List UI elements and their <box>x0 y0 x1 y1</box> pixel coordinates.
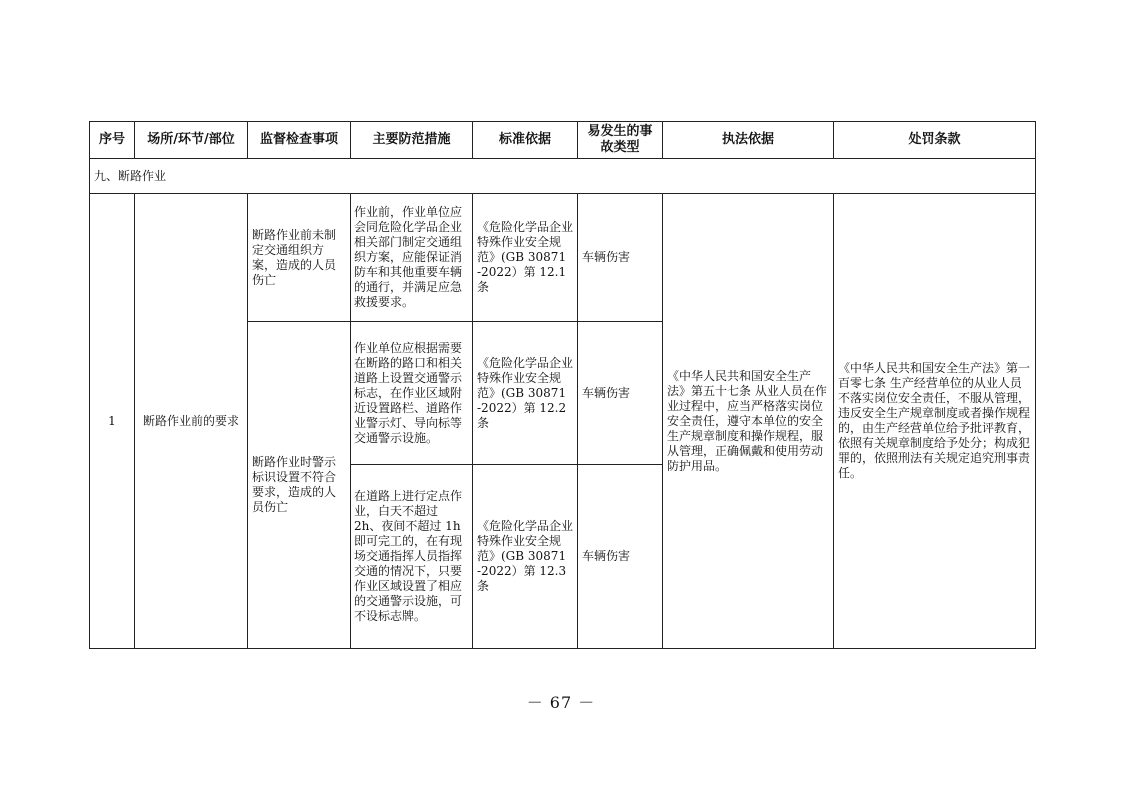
section-title: 九、断路作业 <box>90 159 1036 194</box>
measure-cell: 作业前，作业单位应会同危险化学品企业相关部门制定交通组织方案，应能保证消防车和其他重要车辆的通行，并满足应急救援要求。 <box>351 194 473 322</box>
page-number: － 67 － <box>526 693 596 712</box>
header-penalty: 处罚条款 <box>834 122 1036 159</box>
penalty-cell: 《中华人民共和国安全生产法》第一百零七条 生产经营单位的从业人员不落实岗位安全责任，不服从管理，违反安全生产规章制度或者操作规程的，由生产经营单位给予批评教育，依照有关规章制度给予处分；构成犯罪的，依照刑法有关规定追究刑事责任。 <box>834 194 1036 649</box>
accident-cell: 车辆伤害 <box>578 465 663 649</box>
header-accident: 易发生的事故类型 <box>578 122 663 159</box>
accident-cell: 车辆伤害 <box>578 194 663 322</box>
location-cell: 断路作业前的要求 <box>135 194 248 649</box>
header-law-basis: 执法依据 <box>663 122 834 159</box>
standard-cell: 《危险化学品企业特殊作业安全规范》(GB 30871 -2022）第 12.2 条 <box>473 322 578 465</box>
accident-cell: 车辆伤害 <box>578 322 663 465</box>
seq-cell: 1 <box>90 194 135 649</box>
header-location: 场所/环节/部位 <box>135 122 248 159</box>
law-basis-cell: 《中华人民共和国安全生产法》第五十七条 从业人员在作业过程中，应当严格落实岗位安全责任，遵守本单位的安全生产规章制度和操作规程，服从管理，正确佩戴和使用劳动防护用品。 <box>663 194 834 649</box>
standard-cell: 《危险化学品企业特殊作业安全规范》(GB 30871 -2022）第 12.3 条 <box>473 465 578 649</box>
header-matter: 监督检查事项 <box>248 122 351 159</box>
standard-cell: 《危险化学品企业特殊作业安全规范》(GB 30871 -2022）第 12.1 条 <box>473 194 578 322</box>
inspection-table <box>89 121 1036 649</box>
header-standard: 标准依据 <box>473 122 578 159</box>
table-row <box>90 194 1036 322</box>
header-row <box>90 122 1036 159</box>
measure-cell: 作业单位应根据需要在断路的路口和相关道路上设置交通警示标志，在作业区域附近设置路栏、道路作业警示灯、导向标等交通警示设施。 <box>351 322 473 465</box>
header-seq: 序号 <box>90 122 135 159</box>
measure-cell: 在道路上进行定点作业，白天不超过 2h、夜间不超过 1h 即可完工的，在有现场交通指挥人员指挥交通的情况下，只要作业区域设置了相应的交通警示设施，可不设标志牌。 <box>351 465 473 649</box>
section-row <box>90 159 1036 194</box>
matter-cell: 断路作业前未制定交通组织方案，造成的人员伤亡 <box>248 194 351 322</box>
matter-cell: 断路作业时警示标识设置不符合要求，造成的人员伤亡 <box>248 322 351 649</box>
header-measure: 主要防范措施 <box>351 122 473 159</box>
